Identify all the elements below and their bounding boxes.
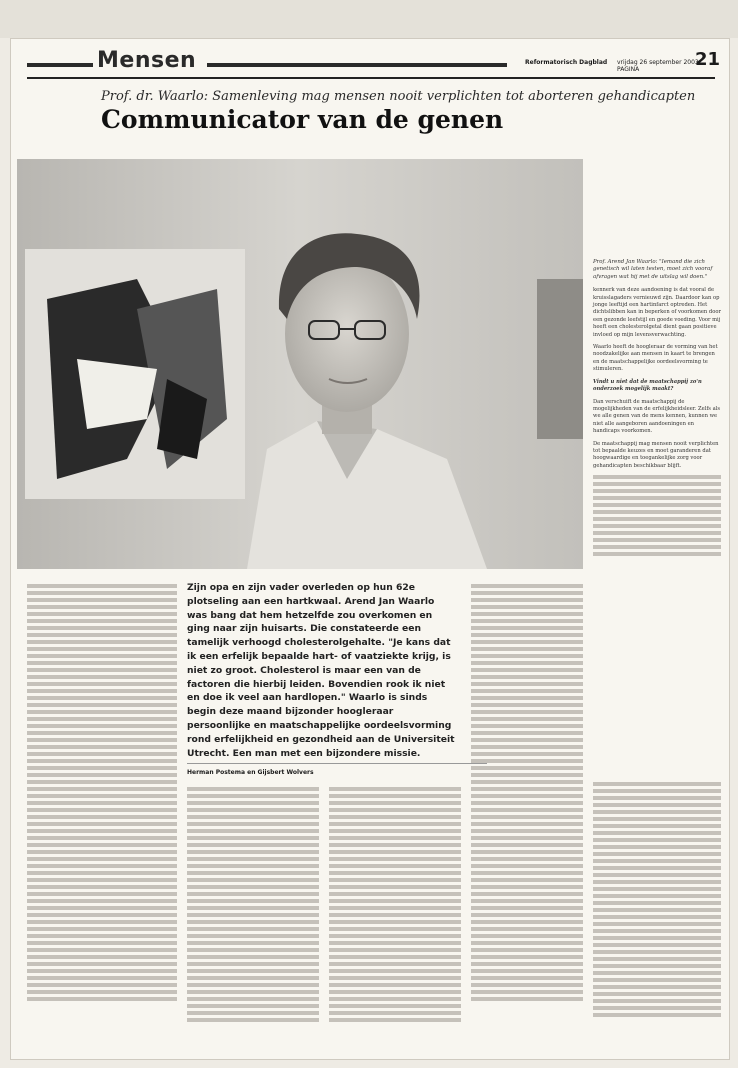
byline-rule — [187, 763, 487, 764]
kicker: Prof. dr. Waarlo: Samenleving mag mensen nooit verplichten tot aborteren gehandicapten — [101, 89, 696, 104]
body-column-3 — [329, 784, 461, 1052]
sidebar-paragraph-2: Waarlo heeft de hoogleraar de vorming van het noodzakelijke aan mensen in kaart te brengen en de maatschappelijke oordeelsvorming te stimuleren. — [593, 344, 718, 373]
newspaper-page — [10, 38, 730, 1060]
article-intro: Zijn opa en zijn vader overleden op hun 62e plotseling aan een hartkwaal. Arend Jan Waarlo was bang dat hem hetzelfde zou overkomen en ging naar zijn huisarts. Die constateerde een tamelijk verhoogd cholesterolgehalte. "Je kans dat ik een erfelijk bepaalde hart- of vaatziekte krijg, is niet zo groot. Cholesterol is maar een van de factoren die hierbij leiden. Bovendien rook ik niet en doe ik veel aan hardlopen." Waarlo is sinds begin deze maand bijzonder hoogleraar persoonlijke en maatschappelijke oordeelsvorming rond erfelijkheid en gezondheid aan de Universiteit Utrecht. Een man met een bijzondere missie. — [187, 582, 455, 759]
section-title: Mensen — [97, 48, 197, 73]
body-column-4 — [471, 581, 583, 1051]
sidebar-column — [593, 259, 721, 559]
portrait-photo — [17, 159, 583, 569]
masthead — [27, 47, 721, 79]
body-column-1 — [27, 581, 177, 1051]
scan-margin — [0, 0, 738, 38]
page-number: 21 — [695, 49, 721, 70]
date-line: vrijdag 26 september 2003 PAGINA — [617, 59, 699, 73]
sidebar-paragraph-3: Dan verschuift de maatschappij de mogelijkheden van de erfelijkheidsleer. Zelfs als we alle genen van de mens kennen, kunnen we niet alle aangeboren aandoeningen en handicaps voorkomen. — [593, 398, 720, 435]
sidebar-paragraph-1: kennerk van deze aandoening is dat vooral de kruisslagaders vernieuwd zijn. Daardoor kan op jonge leeftijd een hartinfarct optreden. Het dichtslibben kan in beperken of voorkomen door een gezonde leefstijl en goede voeding. Voor mij heeft een cholesterolgetal dient gaan positieve invloed op mijn levensverwachting. — [593, 287, 721, 338]
sidebar-question: Vindt u niet dat de maatschappij zo'n onderzoek mogelijk maakt? — [593, 378, 702, 393]
body-column-5 — [593, 779, 721, 1051]
body-column-2 — [187, 784, 319, 1052]
headline: Communicator van de genen — [101, 105, 504, 134]
section-rule-right — [207, 63, 507, 67]
section-rule-left — [27, 63, 93, 67]
byline: Herman Postema en Gijsbert Wolvers — [187, 769, 314, 776]
paper-name: Reformatorisch Dagblad — [525, 59, 608, 66]
sidebar-paragraph-4: De maatschappij mag mensen nooit verplichten tot bepaalde keuzes en moet garanderen dat hoogwaardige en toegankelijke zorg voor gehandicapten beschikbaar blijft. — [593, 440, 719, 469]
photo-caption: Prof. Arend Jan Waarlo: "Iemand die zich genetisch wil laten testen, moet zich vooraf afvragen wat hij met de uitslag wil doen." — [593, 259, 713, 280]
